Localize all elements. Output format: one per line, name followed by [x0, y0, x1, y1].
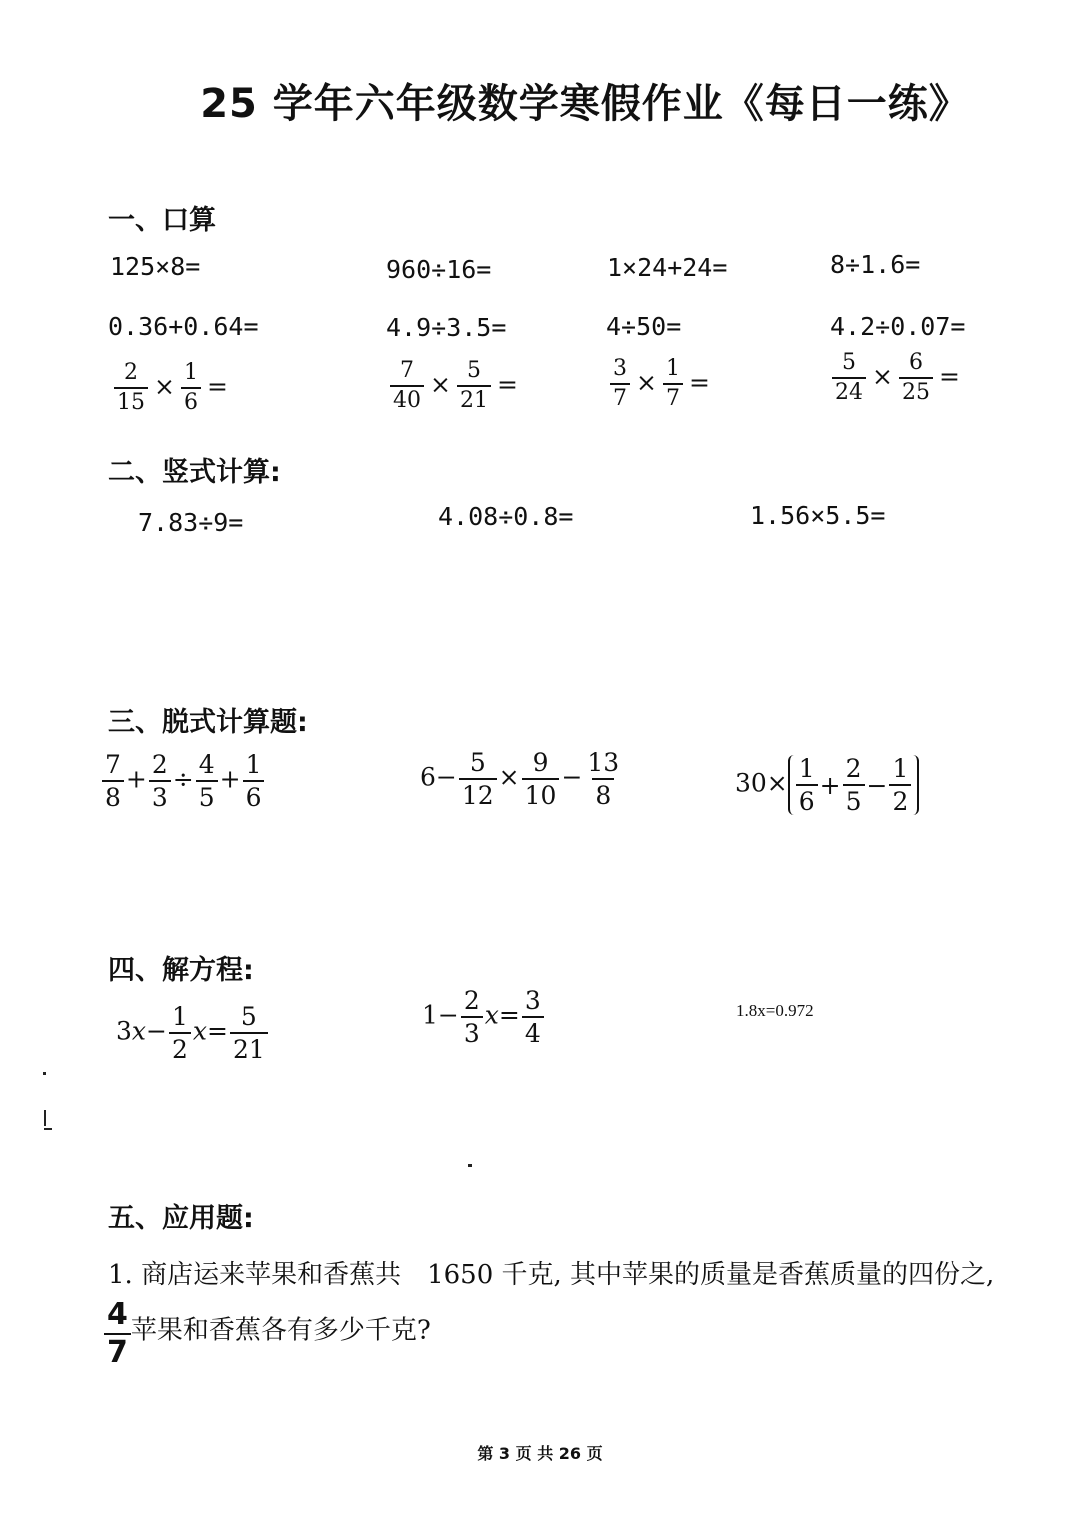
equals-sign: = — [206, 1016, 228, 1046]
fraction — [461, 988, 483, 1046]
denominator: 40 — [390, 385, 424, 412]
denominator: 2 — [169, 1032, 191, 1062]
numerator: 5 — [842, 350, 856, 375]
operator: − — [866, 770, 888, 800]
equals-sign: = — [938, 361, 960, 391]
numerator: 13 — [587, 748, 620, 777]
stepwise-item — [100, 752, 266, 810]
denominator: 5 — [196, 780, 218, 810]
operator: + — [819, 770, 841, 800]
denominator: 6 — [243, 780, 265, 810]
scan-speck — [468, 1164, 472, 1167]
variable: x — [484, 1000, 499, 1030]
fraction — [196, 752, 218, 810]
fraction — [796, 756, 818, 814]
numerator: 2 — [463, 986, 480, 1015]
denominator: 6 — [181, 387, 201, 414]
oral-fraction-item — [830, 352, 964, 404]
numerator: 4 — [107, 1297, 128, 1332]
oral-item: 4.2÷0.07= — [830, 312, 966, 341]
fraction — [457, 360, 491, 412]
fraction — [102, 752, 124, 810]
operator: × — [154, 371, 175, 401]
vertical-item: 1.56×5.5= — [750, 501, 886, 530]
scan-speck — [44, 1128, 52, 1130]
numerator: 7 — [400, 358, 414, 383]
denominator: 5 — [843, 784, 865, 814]
operator: − — [561, 762, 583, 792]
operator: − — [146, 1016, 167, 1046]
denominator: 2 — [889, 784, 911, 814]
fraction — [459, 750, 497, 808]
oral-item: 1×24+24= — [607, 253, 728, 282]
equals-sign: = — [206, 371, 228, 401]
operator: + — [125, 764, 147, 794]
fraction — [899, 352, 933, 404]
operator: × — [498, 762, 520, 792]
denominator: 21 — [457, 385, 491, 412]
fraction — [104, 1297, 131, 1370]
numerator: 9 — [532, 748, 549, 777]
word-problem-continuation — [104, 1297, 431, 1370]
equals-sign: = — [498, 1000, 520, 1030]
section-heading-word-problems: 五、应用题: — [108, 1203, 254, 1234]
fraction — [149, 752, 171, 810]
operator: × — [430, 369, 451, 399]
operator: × — [636, 367, 657, 397]
oral-fraction-item — [112, 362, 232, 414]
oral-item: 125×8= — [110, 252, 201, 281]
equals-sign: = — [496, 369, 518, 399]
oral-item: 8÷1.6= — [830, 250, 921, 279]
scan-speck — [43, 1072, 46, 1075]
bracket-group — [788, 755, 920, 815]
numerator: 4 — [198, 750, 215, 779]
variable: x — [131, 1016, 147, 1046]
oral-item: 4÷50= — [606, 312, 682, 341]
numerator: 6 — [908, 350, 923, 375]
operator: + — [219, 764, 241, 794]
operator: − — [437, 1000, 459, 1030]
stepwise-item — [735, 755, 919, 815]
fraction — [584, 750, 622, 808]
operand: 1 — [422, 1000, 438, 1030]
equation-item: 1.8x=0.972 — [736, 1001, 814, 1020]
fraction — [522, 988, 544, 1046]
stepwise-item — [420, 750, 624, 808]
denominator: 8 — [592, 778, 614, 808]
coefficient: 3 — [116, 1016, 132, 1046]
word-problem-text: 苹果和香蕉各有多少千克? — [130, 1315, 431, 1346]
numerator: 1 — [665, 356, 680, 381]
denominator: 10 — [522, 778, 560, 808]
operator: ÷ — [172, 764, 194, 794]
denominator: 7 — [663, 383, 683, 410]
equation-item — [116, 1004, 270, 1062]
numerator: 2 — [124, 360, 138, 385]
equation-item — [422, 988, 546, 1046]
fraction — [663, 358, 683, 410]
section-heading-oral: 一、口算 — [108, 205, 216, 236]
numerator: 1 — [183, 360, 198, 385]
numerator: 5 — [240, 1002, 257, 1031]
operator: − — [435, 762, 457, 792]
section-heading-stepwise: 三、脱式计算题: — [108, 707, 308, 738]
scan-speck — [44, 1110, 46, 1126]
oral-item: 960÷16= — [386, 255, 492, 284]
numerator: 3 — [524, 986, 541, 1015]
denominator: 7 — [610, 383, 630, 410]
fraction — [889, 756, 911, 814]
oral-fraction-item — [388, 360, 522, 412]
numerator: 5 — [469, 748, 486, 777]
oral-item: 4.9÷3.5= — [386, 313, 507, 342]
denominator: 12 — [459, 778, 497, 808]
page-number: 第 3 页 共 26 页 — [477, 1444, 603, 1463]
denominator: 7 — [104, 1333, 131, 1368]
denominator: 3 — [461, 1016, 483, 1046]
denominator: 6 — [796, 784, 818, 814]
fraction — [522, 750, 560, 808]
vertical-item: 4.08÷0.8= — [438, 502, 574, 531]
numerator: 2 — [845, 754, 862, 783]
denominator: 25 — [899, 377, 933, 404]
denominator: 15 — [114, 387, 148, 414]
fraction — [243, 752, 265, 810]
numerator: 1 — [798, 754, 815, 783]
oral-fraction-item — [608, 358, 714, 410]
word-problem-line: 1. 商店运来苹果和香蕉共 1650 千克, 其中苹果的质量是香蕉质量的四份之, — [108, 1260, 995, 1290]
operand: 30× — [735, 768, 788, 798]
operator: × — [872, 361, 893, 391]
numerator: 3 — [613, 356, 627, 381]
fraction — [390, 360, 424, 412]
numerator: 1 — [171, 1002, 188, 1031]
denominator: 21 — [230, 1032, 268, 1062]
vertical-item: 7.83÷9= — [138, 508, 244, 537]
denominator: 4 — [522, 1016, 544, 1046]
fraction — [843, 756, 865, 814]
page-title: 25 学年六年级数学寒假作业《每日一练》 — [200, 81, 970, 127]
fraction — [181, 362, 201, 414]
oral-item: 0.36+0.64= — [108, 312, 259, 341]
fraction — [169, 1004, 191, 1062]
fraction — [610, 358, 630, 410]
numerator: 2 — [151, 750, 168, 779]
numerator: 5 — [466, 358, 481, 383]
fraction — [114, 362, 148, 414]
section-heading-vertical: 二、竖式计算: — [108, 457, 281, 488]
operand: 6 — [420, 762, 436, 792]
numerator: 1 — [245, 750, 262, 779]
denominator: 24 — [832, 377, 866, 404]
equals-sign: = — [688, 367, 710, 397]
denominator: 8 — [102, 780, 124, 810]
variable: x — [192, 1016, 207, 1046]
numerator: 1 — [892, 754, 909, 783]
fraction — [832, 352, 866, 404]
numerator: 7 — [105, 750, 121, 779]
denominator: 3 — [149, 780, 171, 810]
fraction — [230, 1004, 268, 1062]
section-heading-equations: 四、解方程: — [108, 955, 254, 986]
